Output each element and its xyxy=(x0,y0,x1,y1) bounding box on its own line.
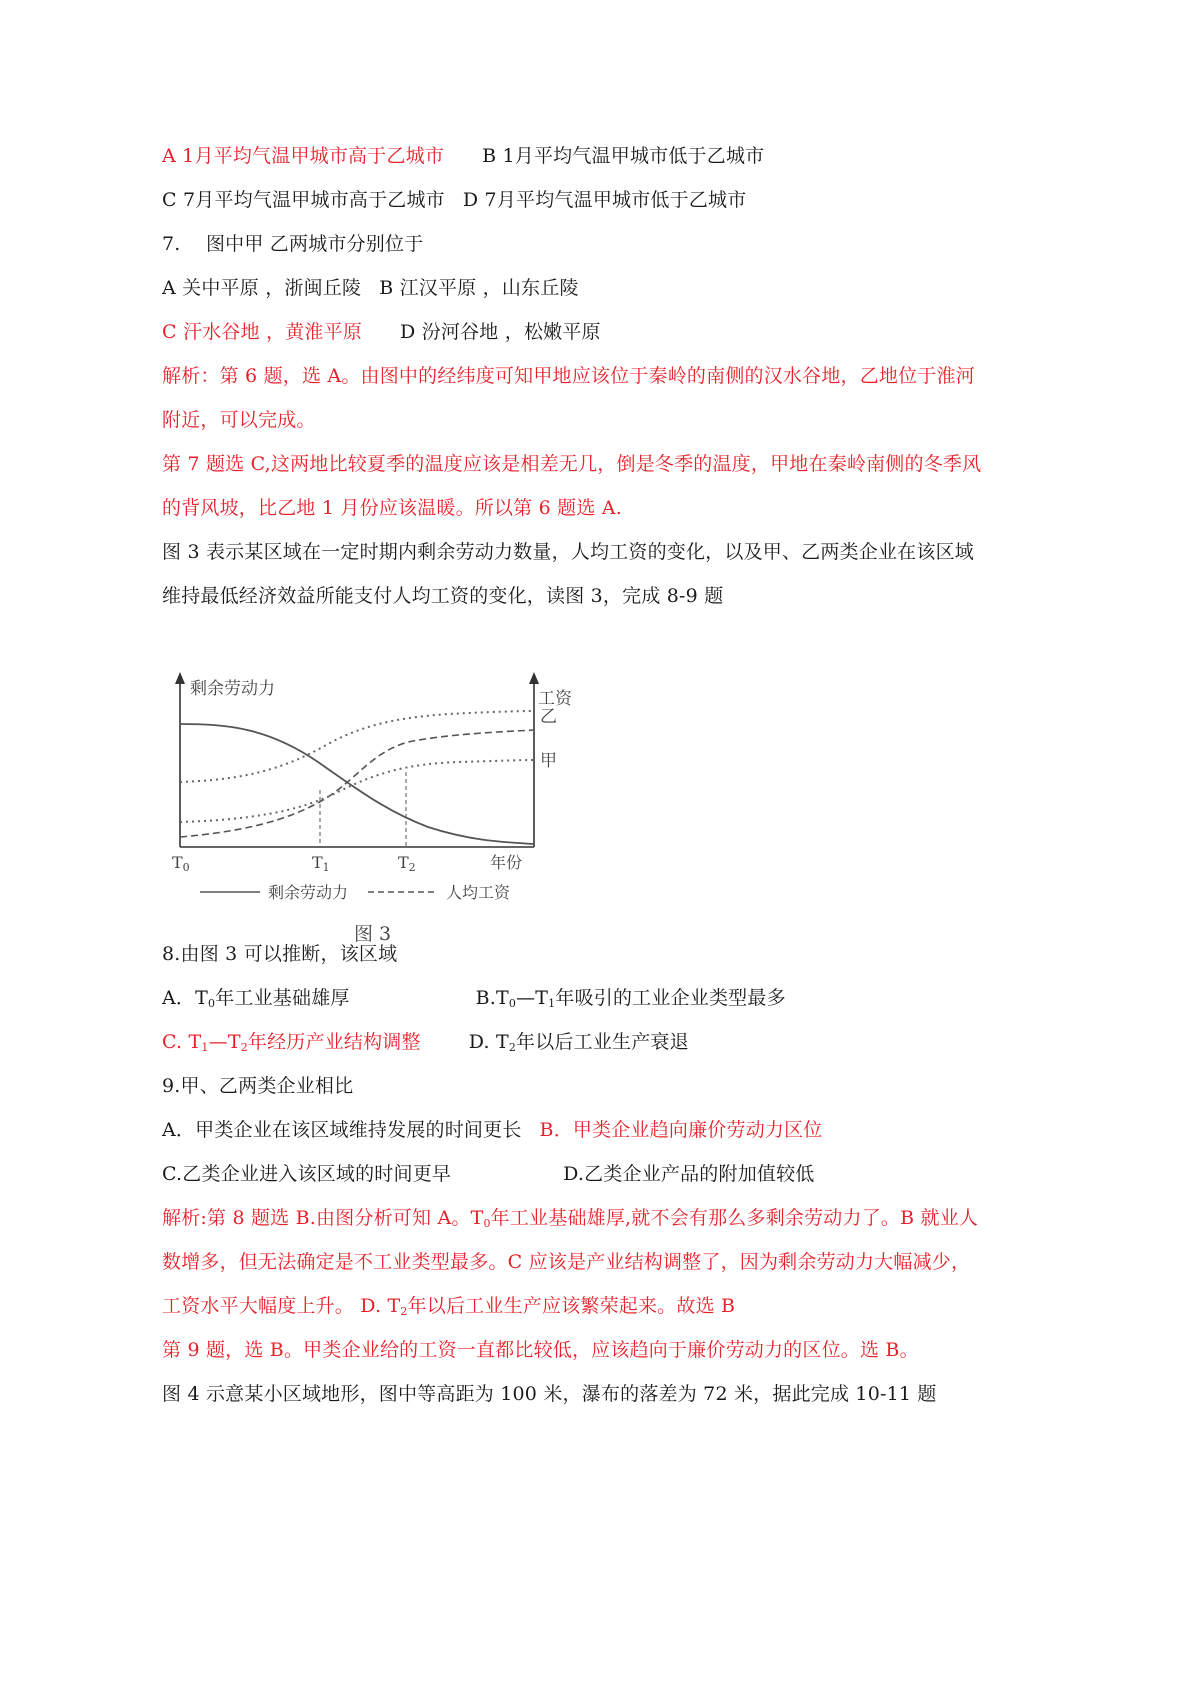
figure-caption: 图 3 xyxy=(354,923,392,945)
analysis1-line3: 第 7 题选 C,这两地比较夏季的温度应该是相差无几，倒是冬季的温度，甲地在秦岭南侧的冬季风 xyxy=(162,453,982,475)
q8-option-b: $B.T_0—T_1$年吸引的工业企业类型最多 xyxy=(475,987,786,1010)
q6-line2 xyxy=(162,188,746,212)
analysis1-line2: 附近，可以完成。 xyxy=(162,409,316,431)
right-axis-arrow xyxy=(529,672,539,684)
intro4-line1: 图 4 示意某小区域地形，图中等高距为 100 米，瀑布的落差为 72 米，据此完成 10-11 题 xyxy=(162,1383,937,1405)
q9-option-a: A．甲类企业在该区域维持发展的时间更长 xyxy=(162,1119,522,1141)
q9-option-b: B．甲类企业趋向廉价劳动力区位 xyxy=(539,1119,823,1141)
q6-option-b: B 1月平均气温甲城市低于乙城市 xyxy=(482,145,765,167)
intro3-line1: 图 3 表示某区域在一定时期内剩余劳动力数量，人均工资的变化，以及甲、乙两类企业在该区域 xyxy=(162,541,974,563)
q6-option-a: A 1月平均气温甲城市高于乙城市 xyxy=(162,145,445,167)
analysis2-line3: 工资水平大幅度上升。 D. $T_2$年以后工业生产应该繁荣起来。故选 B xyxy=(162,1295,736,1318)
q7-option-a: A 关中平原 ，浙闽丘陵 xyxy=(162,277,362,299)
q8-option-a: A．$T_0$年工业基础雄厚 xyxy=(162,987,350,1010)
series-label-yi: 乙 xyxy=(540,707,557,727)
x-axis-label: 年份 xyxy=(490,853,523,872)
analysis2-line4: 第 9 题，选 B。甲类企业给的工资一直都比较低，应该趋向于廉价劳动力的区位。选 B。 xyxy=(162,1339,919,1361)
q9-option-c: C.乙类企业进入该区域的时间更早 xyxy=(162,1163,452,1185)
q8-stem: 8.由图 3 可以推断，该区域 xyxy=(162,943,398,965)
q8-option-c: C. $T_1—T_2$年经历产业结构调整 xyxy=(162,1031,421,1054)
q7-option-c: C 汗水谷地 ，黄淮平原 xyxy=(162,321,363,343)
q7-option-b: B 江汉平原 ，山东丘陵 xyxy=(379,277,579,299)
q9-option-d: D.乙类企业产品的附加值较低 xyxy=(563,1163,815,1185)
analysis1-line4: 的背风坡，比乙地 1 月份应该温暖。所以第 6 题选 A. xyxy=(162,497,622,519)
q9-line2 xyxy=(162,1162,815,1186)
analysis1-line1: 解析：第 6 题，选 A。由图中的经纬度可知甲地应该位于秦岭的南侧的汉水谷地，乙地位于淮河 xyxy=(162,365,975,387)
q6-option-d: D 7月平均气温甲城市低于乙城市 xyxy=(462,189,747,211)
analysis2-line2: 数增多，但无法确定是不工业类型最多。C 应该是产业结构调整了，因为剩余劳动力大幅减少， xyxy=(162,1251,971,1273)
q7-line1 xyxy=(162,276,579,300)
tick-t1: T1 xyxy=(312,853,330,874)
q7-option-d: D 汾河谷地 ，松嫩平原 xyxy=(400,321,601,343)
q7-stem: 7. 图中甲 乙两城市分别位于 xyxy=(162,233,424,255)
enterprise-yi-curve xyxy=(180,711,534,782)
tick-t0: T0 xyxy=(172,853,190,874)
intro3-line2: 维持最低经济效益所能支付人均工资的变化，读图 3，完成 8-9 题 xyxy=(162,585,724,607)
q9-stem: 9.甲、乙两类企业相比 xyxy=(162,1075,354,1097)
surplus-labor-curve xyxy=(180,724,534,844)
series-label-jia: 甲 xyxy=(540,751,557,771)
q6-line1 xyxy=(162,144,764,168)
y-right-label: 工资 xyxy=(538,689,572,709)
wage-curve xyxy=(180,730,534,837)
left-axis-arrow xyxy=(175,672,185,684)
tick-t2: T2 xyxy=(398,853,416,874)
analysis2-line1: 解析:第 8 题选 B.由图分析可知 A。$T_0$年工业基础雄厚,就不会有那么多剩余劳动力了。B 就业人 xyxy=(162,1207,979,1230)
q7-line2 xyxy=(162,320,601,344)
q6-option-c: C 7月平均气温甲城市高于乙城市 xyxy=(162,189,445,211)
enterprise-jia-curve xyxy=(180,760,534,822)
q8-line2 xyxy=(162,1030,689,1054)
y-left-label: 剩余劳动力 xyxy=(190,679,275,699)
q8-option-d: D. $T_2$年以后工业生产衰退 xyxy=(468,1031,689,1054)
q8-line1 xyxy=(162,986,786,1010)
q9-line1 xyxy=(162,1118,823,1142)
legend-dashed-label: 人均工资 xyxy=(446,883,511,902)
legend-solid-label: 剩余劳动力 xyxy=(268,883,349,902)
